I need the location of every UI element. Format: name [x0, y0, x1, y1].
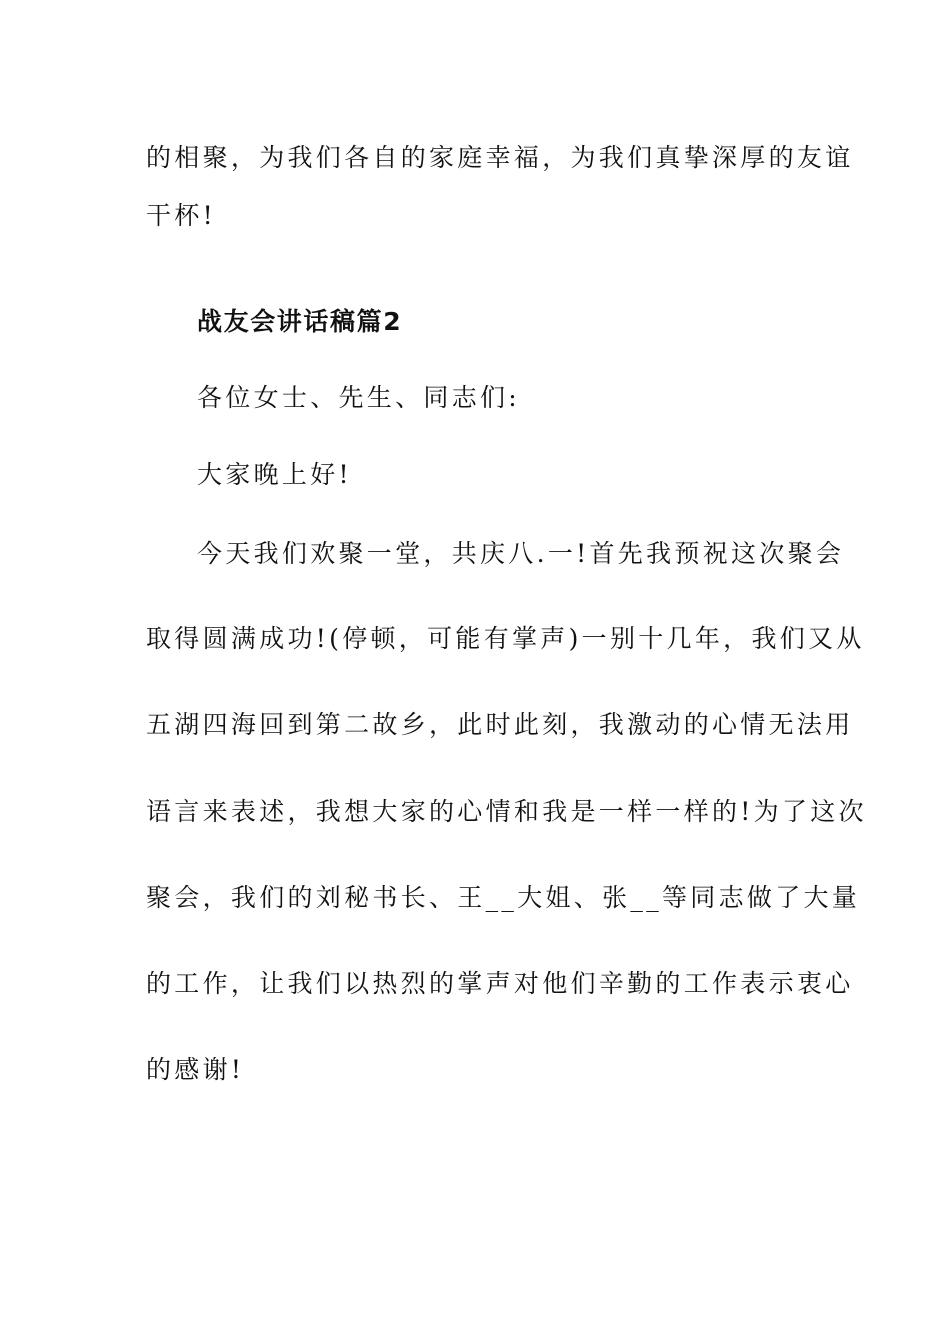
- paragraph-line: 的相聚，为我们各自的家庭幸福，为我们真挚深厚的友谊: [146, 143, 854, 172]
- paragraph-line: 语言来表述，我想大家的心情和我是一样一样的!为了这次: [146, 797, 867, 826]
- salutation-line: 各位女士、先生、同志们:: [197, 383, 521, 412]
- paragraph-line: 干杯!: [146, 201, 216, 230]
- paragraph-line: 聚会，我们的刘秘书长、王__大姐、张__等同志做了大量: [146, 883, 861, 912]
- paragraph-line: 五湖四海回到第二故乡，此时此刻，我激动的心情无法用: [146, 710, 854, 739]
- paragraph-line: 的感谢!: [146, 1055, 245, 1084]
- paragraph-line: 的工作，让我们以热烈的掌声对他们辛勤的工作表示衷心: [146, 969, 854, 998]
- paragraph-line: 取得圆满成功!(停顿，可能有掌声)一别十几年，我们又从: [146, 624, 865, 653]
- greeting-line: 大家晚上好!: [197, 460, 352, 489]
- paragraph-line: 今天我们欢聚一堂，共庆八.一!首先我预祝这次聚会: [197, 539, 845, 568]
- section-heading: 战友会讲话稿篇2: [197, 307, 403, 336]
